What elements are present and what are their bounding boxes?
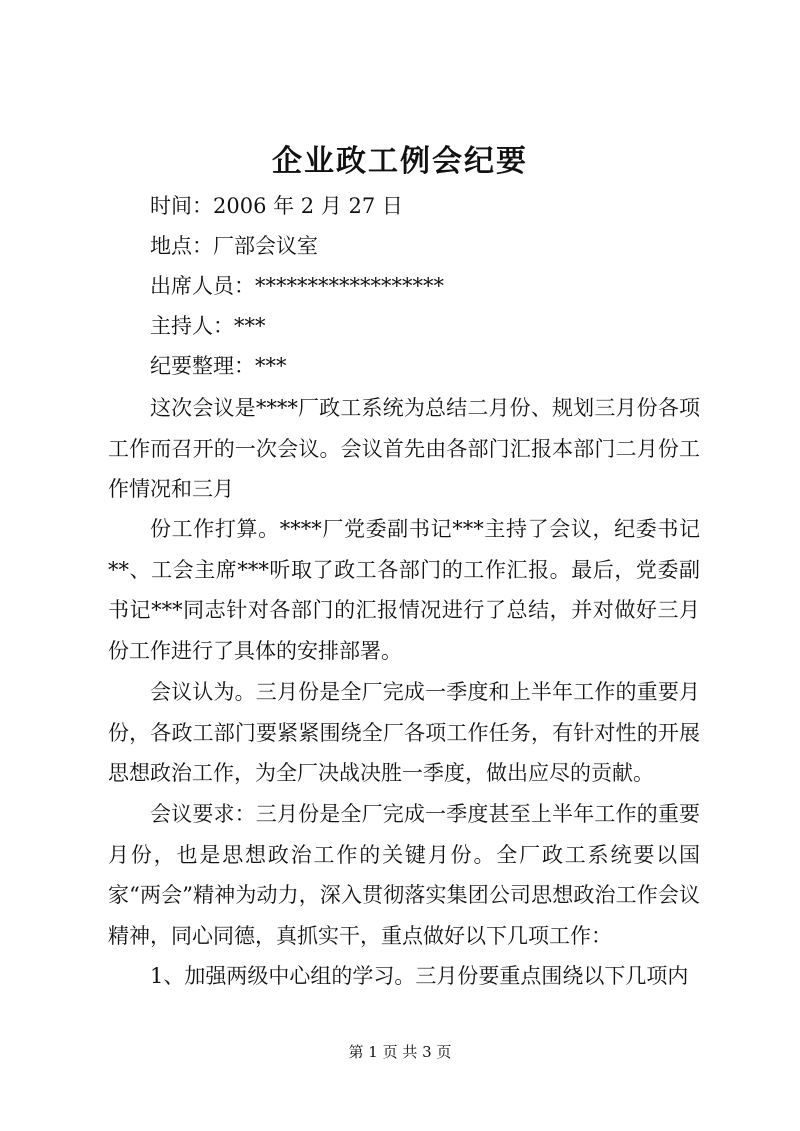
paragraph-meeting-process: 份工作打算。****厂党委副书记***主持了会议，纪委书记**、工会主席***听取了政工各部门的工作汇报。最后，党委副书记***同志针对各部门的汇报情况进行了总结，并对做好三月份工作进行了具体的安排部署。 xyxy=(108,517,700,663)
meeting-host: 主持人：*** xyxy=(150,314,266,338)
paragraph-meeting-requirements: 会议要求：三月份是全厂完成一季度甚至上半年工作的重要月份，也是思想政治工作的关键月份。全厂政工系统要以国家“两会”精神为动力，深入贯彻落实集团公司思想政治工作会议精神，同心同德，真抓实干，重点做好以下几项工作： xyxy=(108,802,700,948)
paragraph-item-1: 1、加强两级中心组的学习。三月份要重点围绕以下几项内 xyxy=(150,964,689,988)
meeting-attendees: 出席人员：****************** xyxy=(150,274,444,298)
paragraph-summary-intro: 这次会议是****厂政工系统为总结二月份、规划三月份各项工作而召开的一次会议。会议首先由各部门汇报本部门二月份工作情况和三月 xyxy=(108,396,700,501)
meeting-recorder: 纪要整理：*** xyxy=(150,354,287,378)
meeting-place: 地点：厂部会议室 xyxy=(150,234,318,258)
document-title: 企业政工例会纪要 xyxy=(272,144,528,179)
page-number-footer: 第 1 页 共 3 页 xyxy=(348,1043,452,1061)
meeting-time: 时间：2006 年 2 月 27 日 xyxy=(150,194,403,218)
paragraph-meeting-view: 会议认为。三月份是全厂完成一季度和上半年工作的重要月份，各政工部门要紧紧围绕全厂各项工作任务，有针对性的开展思想政治工作，为全厂决战决胜一季度，做出应尽的贡献。 xyxy=(108,680,700,785)
